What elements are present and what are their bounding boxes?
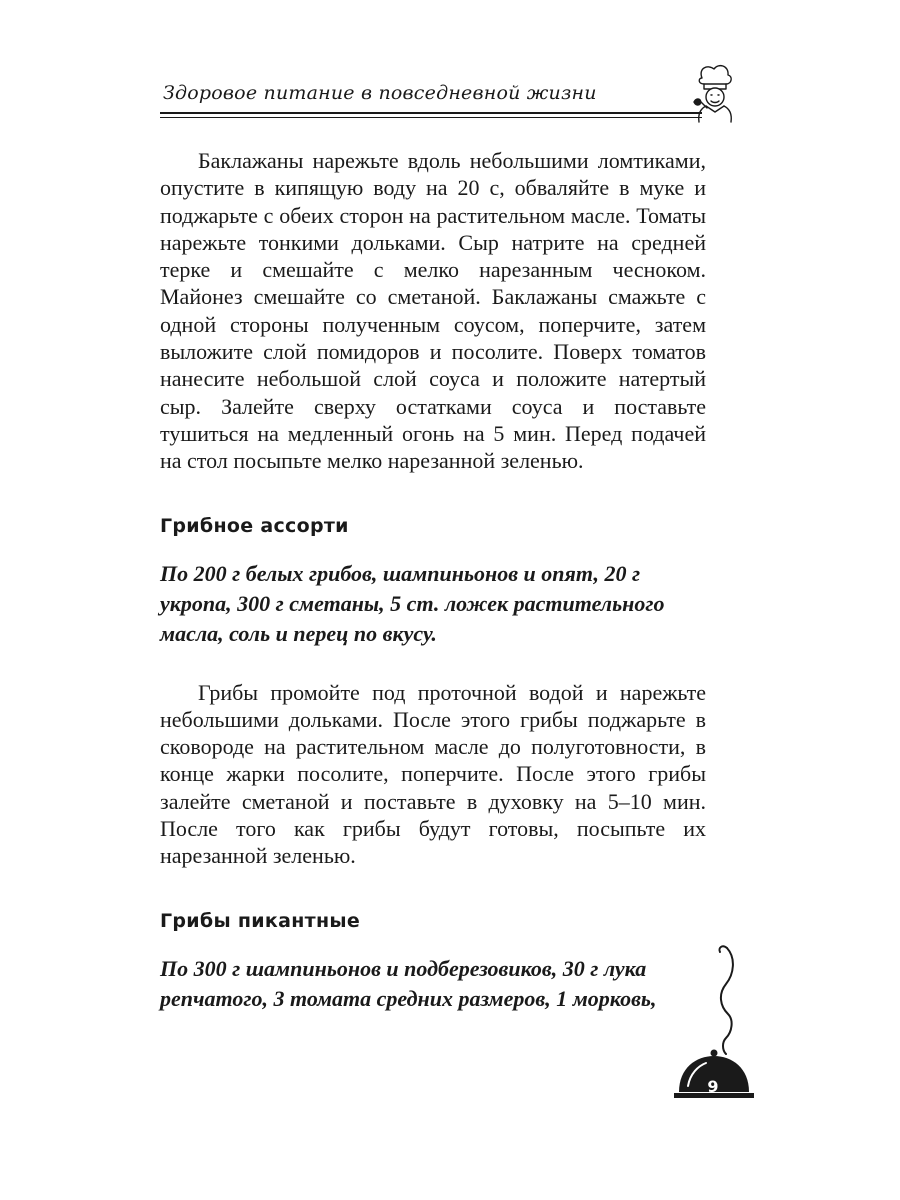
recipe-instructions: Грибы промойте под проточной водой и нарежьте небольшими дольками. После этого грибы поджарьте в сковороде на растительном масле до полуготовности, в конце жарки посолите, поперчите. После этого грибы залейте сметаной и поставьте в духовку на 5–10 мин. После того как грибы будут готовы, посыпьте их нарезанной зеленью. [160, 679, 706, 869]
recipe-title: Грибы пикантные [160, 909, 361, 932]
recipe-title: Грибное ассорти [160, 514, 349, 537]
chef-icon [686, 62, 742, 124]
body-paragraph: Баклажаны нарежьте вдоль небольшими ломтиками, опустите в кипящую воду на 20 с, обваляйте в муке и поджарьте с обеих сторон на растительном масле. Томаты нарежьте тонкими дольками. Сыр натрите на средней терке и смешайте с мелко нарезанным чесноком. Майонез смешайте со сметаной. Баклажаны смажьте с одной стороны полученным соусом, поперчите, затем выложите слой помидоров и посолите. Поверх томатов нанесите небольшой слой соуса и положите натертый сыр. Залейте сверху остатками соуса и поставьте тушиться на медленный огонь на 5 мин. Перед подачей на стол посыпьте мелко нарезанной зеленью. [160, 148, 706, 474]
page-content [160, 147, 706, 1014]
recipe-ingredients: По 300 г шампиньонов и подберезовиков, 30 г лука репчатого, 3 томата средних размеров, 1 морковь, [160, 955, 657, 1011]
page-number: 9 [707, 1077, 719, 1096]
running-head: Здоровое питание в повседневной жизни [163, 82, 597, 104]
header-rule-thin [160, 117, 702, 118]
recipe-ingredients: По 200 г белых грибов, шампиньонов и опят, 20 г укропа, 300 г сметаны, 5 ст. ложек растительного масла, соль и перец по вкусу. [160, 560, 665, 646]
header-rule [160, 112, 702, 114]
